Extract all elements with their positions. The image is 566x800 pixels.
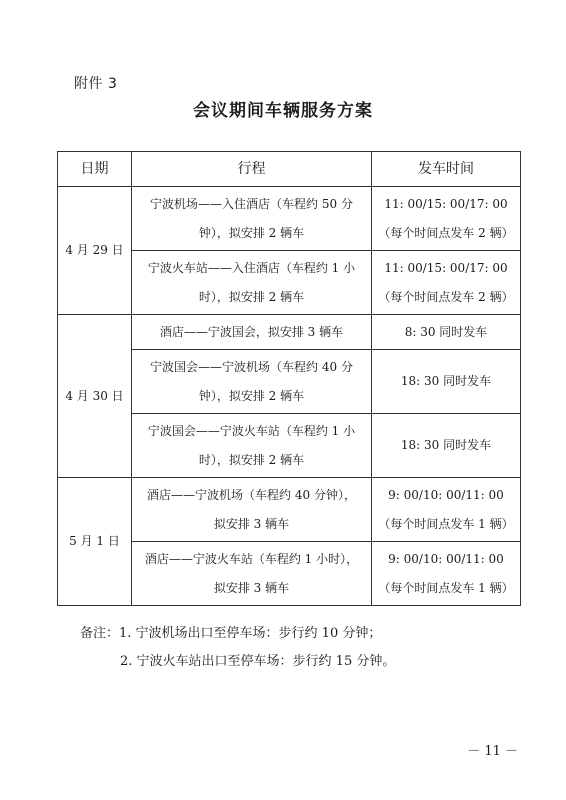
time-cell xyxy=(372,251,521,315)
table-header-row xyxy=(58,152,521,187)
table-row xyxy=(58,478,521,542)
route-cell xyxy=(132,315,372,350)
route-cell xyxy=(132,478,372,542)
time-line: 18: 30 同时发车 xyxy=(400,438,492,452)
header-route: 行程 xyxy=(132,152,372,187)
route-cell xyxy=(132,414,372,478)
route-line: 酒店——宁波火车站（车程约 1 小时）， xyxy=(144,551,359,566)
time-line: （每个时间点发车 1 辆） xyxy=(378,516,514,531)
route-line: 时），拟安排 2 辆车 xyxy=(198,452,305,467)
time-cell xyxy=(372,187,521,251)
route-line: 拟安排 3 辆车 xyxy=(213,516,290,531)
attachment-label: 附件 3 xyxy=(74,76,118,92)
page-title: 会议期间车辆服务方案 xyxy=(193,101,373,121)
time-line: （每个时间点发车 2 辆） xyxy=(378,225,514,240)
route-line: 钟），拟安排 2 辆车 xyxy=(198,388,305,403)
notes-block xyxy=(80,620,395,676)
route-line: 拟安排 3 辆车 xyxy=(213,580,290,595)
route-cell xyxy=(132,542,372,606)
time-line: 11: 00/15: 00/17: 00 xyxy=(384,260,508,275)
route-line: 宁波火车站——入住酒店（车程约 1 小 xyxy=(147,260,356,275)
time-cell xyxy=(372,542,521,606)
date-cell: 4 月 29 日 xyxy=(58,187,132,315)
date-cell: 4 月 30 日 xyxy=(58,315,132,478)
time-line: 18: 30 同时发车 xyxy=(400,374,492,388)
header-departure-time: 发车时间 xyxy=(372,152,521,187)
time-line: （每个时间点发车 2 辆） xyxy=(378,289,514,304)
time-cell xyxy=(372,414,521,478)
route-cell xyxy=(132,350,372,414)
route-line: 宁波国会——宁波火车站（车程约 1 小 xyxy=(147,423,356,438)
date-cell: 5 月 1 日 xyxy=(58,478,132,606)
time-line: 11: 00/15: 00/17: 00 xyxy=(384,196,508,211)
time-line: 8: 30 同时发车 xyxy=(404,324,488,339)
time-cell xyxy=(372,315,521,350)
time-line: 9: 00/10: 00/11: 00 xyxy=(388,487,504,502)
route-line: 宁波国会——宁波机场（车程约 40 分 xyxy=(150,359,353,374)
route-line: 时），拟安排 2 辆车 xyxy=(198,289,305,304)
note-line-2: 2. 宁波火车站出口至停车场：步行约 15 分钟。 xyxy=(120,654,396,669)
time-cell xyxy=(372,478,521,542)
table-row xyxy=(58,187,521,251)
route-line: 钟），拟安排 2 辆车 xyxy=(198,225,305,240)
vehicle-schedule-table xyxy=(57,151,521,606)
page-number: － 11 － xyxy=(467,744,518,759)
note-line-1: 备注：1. 宁波机场出口至停车场：步行约 10 分钟； xyxy=(80,626,382,641)
route-line: 宁波机场——入住酒店（车程约 50 分 xyxy=(150,196,353,211)
route-cell xyxy=(132,251,372,315)
time-cell xyxy=(372,350,521,414)
time-line: 9: 00/10: 00/11: 00 xyxy=(388,551,504,566)
route-line: 酒店——宁波国会，拟安排 3 辆车 xyxy=(159,324,344,339)
route-line: 酒店——宁波机场（车程约 40 分钟）， xyxy=(147,487,356,502)
header-date: 日期 xyxy=(58,152,132,187)
table-row xyxy=(58,315,521,350)
time-line: （每个时间点发车 1 辆） xyxy=(378,580,514,595)
route-cell xyxy=(132,187,372,251)
